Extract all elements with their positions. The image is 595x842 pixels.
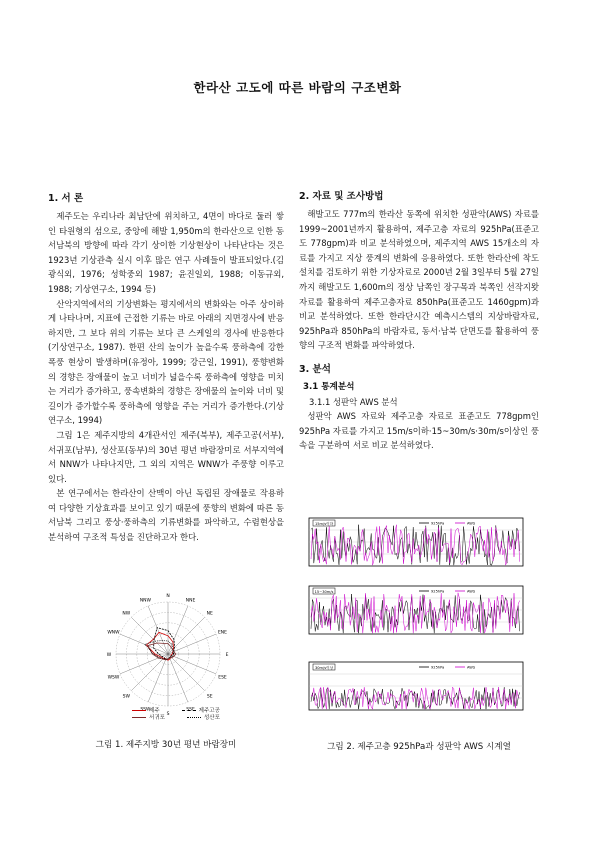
figure-2-caption: 그림 2. 제주고층 925hPa과 성판악 AWS 시계열 [327, 742, 511, 752]
rose-direction-label: SSW [140, 707, 151, 713]
panel-legend-label: AWS [467, 521, 476, 526]
rose-direction-label: E [225, 653, 229, 658]
section-1-paragraph-1: 제주도는 우리나라 최남단에 위치하고, 4면이 바다로 둘러 쌓인 타원형의 섬으로, 중앙에 해발 1,950m의 한라산으로 인한 동서남북의 방향에 따라 각기 상이한 기상현상이 나타난다는 것은 1923년 기상관측 실시 이후 많은 연구 사례들이 발표되었다.(김광식외, 1976; 성학중외 1987; 윤진일외, 1988; 이동규외, 1988; 기상연구소, 1994 등) [48, 211, 284, 294]
rose-direction-label: SE [206, 694, 213, 700]
rose-direction-label: N [166, 594, 170, 599]
figure-1-caption: 그림 1. 제주지방 30년 평년 바람장미 [95, 740, 237, 750]
panel-legend-label: 925hPa [431, 665, 445, 670]
left-column [48, 192, 284, 545]
rose-direction-label: ESE [218, 675, 227, 681]
subsection-3-1-1-heading: 3.1.1 성판악 AWS 분석 [309, 396, 398, 407]
panel-legend-label: 925hPa [431, 521, 445, 526]
section-1-heading: 1. 서 론 [48, 193, 84, 204]
timeseries-panel-1 [299, 516, 527, 576]
rose-direction-label: WSW [107, 675, 120, 681]
paper-title: 한라산 고도에 따른 바람의 구조변화 [193, 80, 402, 95]
rose-spoke [131, 654, 168, 691]
section-3-heading: 3. 분석 [299, 363, 331, 375]
panel-tag: 15~30m/s [314, 589, 334, 594]
panel-legend-label: 925hPa [431, 589, 445, 594]
panel-tag: 15m/s이하 [314, 521, 334, 526]
rose-direction-label: NNW [139, 598, 152, 604]
legend-item-jeju: 제주 [132, 708, 160, 715]
panel-legend-label: AWS [467, 665, 476, 670]
rose-direction-label: WNW [107, 630, 120, 636]
section-1-paragraph-4: 본 연구에서는 한라산이 산맥이 아닌 독립된 장애물로 작용하여 다양한 기상효과를 보이고 있기 때문에 풍향의 변화에 따른 동서남북 그리고 풍상·풍하측의 기류변화를 파악하고, 수렴현상을 분석하여 구조적 특성을 진단하고자 한다. [48, 488, 284, 543]
rose-direction-label: S [166, 712, 170, 717]
section-2-heading: 2. 자료 및 조사방법 [299, 191, 384, 202]
rose-direction-label: NNE [185, 598, 196, 604]
section-3-paragraph-1: 성판악 AWS 자료와 제주고층 자료로 표준고도 778gpm인 925hPa 자료를 가지고 15m/s이하·15~30m/s·30m/s이상인 풍속을 구분하여 서로 비교 분석하였다. [299, 411, 539, 451]
rose-direction-label: SW [122, 694, 130, 700]
subsection-3-1-heading: 3.1 통계분석 [303, 381, 355, 392]
wind-rose-figure [88, 590, 248, 722]
rose-direction-label: NW [122, 611, 131, 617]
rose-spoke [168, 654, 205, 691]
rose-direction-label: W [106, 653, 112, 658]
timeseries-panel-3 [299, 660, 527, 720]
legend-item-seogwipo: 서귀포 [132, 715, 165, 722]
section-1-paragraph-3: 그림 1은 제주지방의 4개관서인 제주(북부), 제주고공(서부), 서귀포(남부), 성산포(동부)의 30년 평년 바람장미로 서부지역에서 NNW가 나타나지만, 그 외의 지역은 WNW가 주풍향 이루고 있다. [48, 429, 284, 484]
rose-direction-label: NE [206, 611, 213, 617]
rose-direction-label: ENE [217, 630, 228, 636]
section-2-paragraph-1: 해발고도 777m의 한라산 동쪽에 위치한 성판악(AWS) 자료를 1999~2001년까지 활용하여, 제주고층 자료의 925hPa(표준고도 778gpm)과 비교 분석하였으며, 제주지역 AWS 15개소의 자료를 가지고 지상 풍계의 변화에 응용하였다. 또한 한라산에 착도 설치를 검토하기 위한 기상자료로 2000년 2월 3일부터 5월 27일까지 해발고도 1,600m의 정상 남쪽인 장구목과 북쪽인 선작지왓 자료를 활용하여 제주고층자료 850hPa(표준고도 1460gpm)과 비교 분석하였다. 또한 한라단시간 예측시스템의 지상바람자료, 925hPa과 850hPa의 바람자료, 동서·남북 단면도를 활용하여 풍향의 구조적 변화를 파악하였다. [299, 209, 539, 351]
legend-item-jeju-gogong: 제주고공 [182, 708, 220, 715]
wind-rose-legend [132, 708, 302, 722]
panel-legend-label: AWS [467, 589, 476, 594]
timeseries-panel-2 [299, 584, 527, 644]
legend-item-seongsanpo: 성산포 [187, 715, 220, 722]
right-column [299, 190, 539, 453]
panel-tag: 30m/s이상 [314, 665, 334, 670]
rose-direction-label: SSE [186, 707, 195, 713]
section-1-paragraph-2: 산악지역에서의 기상변화는 평지에서의 변화와는 아주 상이하게 나타나며, 지표에 근접한 기류는 바로 아래의 지면경사에 반응하지만, 그 보다 위의 기류는 보다 큰 스케일의 경사에 반응한다(기상연구소, 1987). 한편 산의 높이가 높을수록 풍하측에 강한 폭풍 현상이 발생하며(유정아, 1999; 강근일, 1991), 풍향변화의 경향은 장애물이 높고 너비가 넓을수록 풍하측에 영향을 미치는 거리가 증가하고, 풍속변화의 경향은 장애물의 높이와 너비 및 길이가 증가할수록 풍하측에 영향을 주는 거리가 증가한다.(기상연구소, 1994) [48, 298, 284, 426]
